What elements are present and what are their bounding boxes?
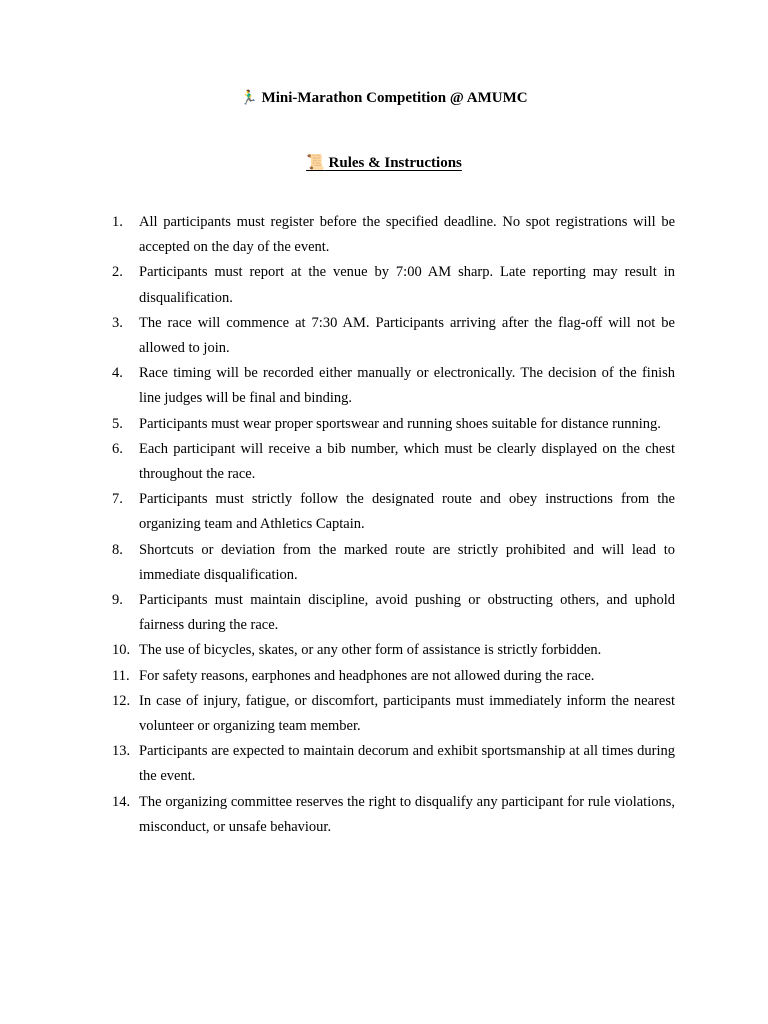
rule-number: 9. <box>112 592 123 609</box>
rule-text: Participants must report at the venue by 7:00 AM sharp. Late reporting may result in disqualification. <box>139 264 675 306</box>
rule-number: 3. <box>112 314 123 331</box>
rule-text: In case of injury, fatigue, or discomfort, participants must immediately inform the nearest volunteer or organizing team member. <box>139 692 675 735</box>
rule-text: The use of bicycles, skates, or any other form of assistance is strictly forbidden. <box>139 642 602 659</box>
rule-number: 6. <box>112 440 123 457</box>
rule-text: Shortcuts or deviation from the marked route are strictly prohibited and will lead to immediate disqualification. <box>139 541 675 583</box>
rule-text: The organizing committee reserves the right to disqualify any participant for rule violations, misconduct, or unsafe behaviour. <box>139 793 675 835</box>
rule-item <box>112 210 675 260</box>
rule-item <box>112 412 675 437</box>
rule-item <box>112 361 675 411</box>
rule-text: Participants must maintain discipline, avoid pushing or obstructing others, and uphold fairness during the race. <box>139 592 675 634</box>
rule-item <box>112 790 675 840</box>
document-title <box>0 88 768 108</box>
scroll-icon: 📜 <box>306 153 325 171</box>
rule-number: 8. <box>112 541 123 558</box>
rule-item <box>112 689 675 739</box>
rule-number: 5. <box>112 415 123 432</box>
rule-item <box>112 311 675 361</box>
rule-item <box>112 588 675 638</box>
rule-item <box>112 638 675 663</box>
rule-item <box>112 260 675 310</box>
rule-number: 2. <box>112 264 123 281</box>
rule-number: 11. <box>112 667 130 684</box>
rules-list <box>112 210 675 840</box>
rule-text: Participants must wear proper sportswear and running shoes suitable for distance running. <box>139 415 661 432</box>
rule-text: Participants are expected to maintain decorum and exhibit sportsmanship at all times during the event. <box>139 743 675 785</box>
rule-item <box>112 487 675 537</box>
section-heading-underlined <box>306 155 462 171</box>
rule-number: 7. <box>112 491 123 508</box>
rule-number: 10. <box>112 642 131 659</box>
rule-text: Race timing will be recorded either manually or electronically. The decision of the finish line judges will be final and binding. <box>139 365 675 407</box>
rule-item <box>112 437 675 487</box>
rule-item <box>112 538 675 588</box>
rule-text: For safety reasons, earphones and headphones are not allowed during the race. <box>139 667 595 684</box>
rule-text: The race will commence at 7:30 AM. Participants arriving after the flag-off will not be allowed to join. <box>139 314 675 357</box>
rule-number: 1. <box>112 214 123 230</box>
rule-number: 12. <box>112 692 131 709</box>
rule-number: 14. <box>112 793 131 810</box>
rule-text: Participants must strictly follow the designated route and obey instructions from the organizing team and Athletics Captain. <box>139 491 675 533</box>
section-heading-text: Rules & Instructions <box>328 155 462 171</box>
rule-item <box>112 739 675 789</box>
rule-number: 13. <box>112 743 131 760</box>
rule-item <box>112 664 675 689</box>
rule-text: Each participant will receive a bib number, which must be clearly displayed on the chest throughout the race. <box>139 440 675 483</box>
rule-text: All participants must register before the specified deadline. No spot registrations will be accepted on the day of the event. <box>139 214 675 256</box>
section-heading <box>0 152 768 173</box>
document-title-text: Mini-Marathon Competition @ AMUMC <box>261 90 528 106</box>
runner-icon: 🏃‍♂️ <box>240 90 258 106</box>
rule-number: 4. <box>112 365 123 382</box>
